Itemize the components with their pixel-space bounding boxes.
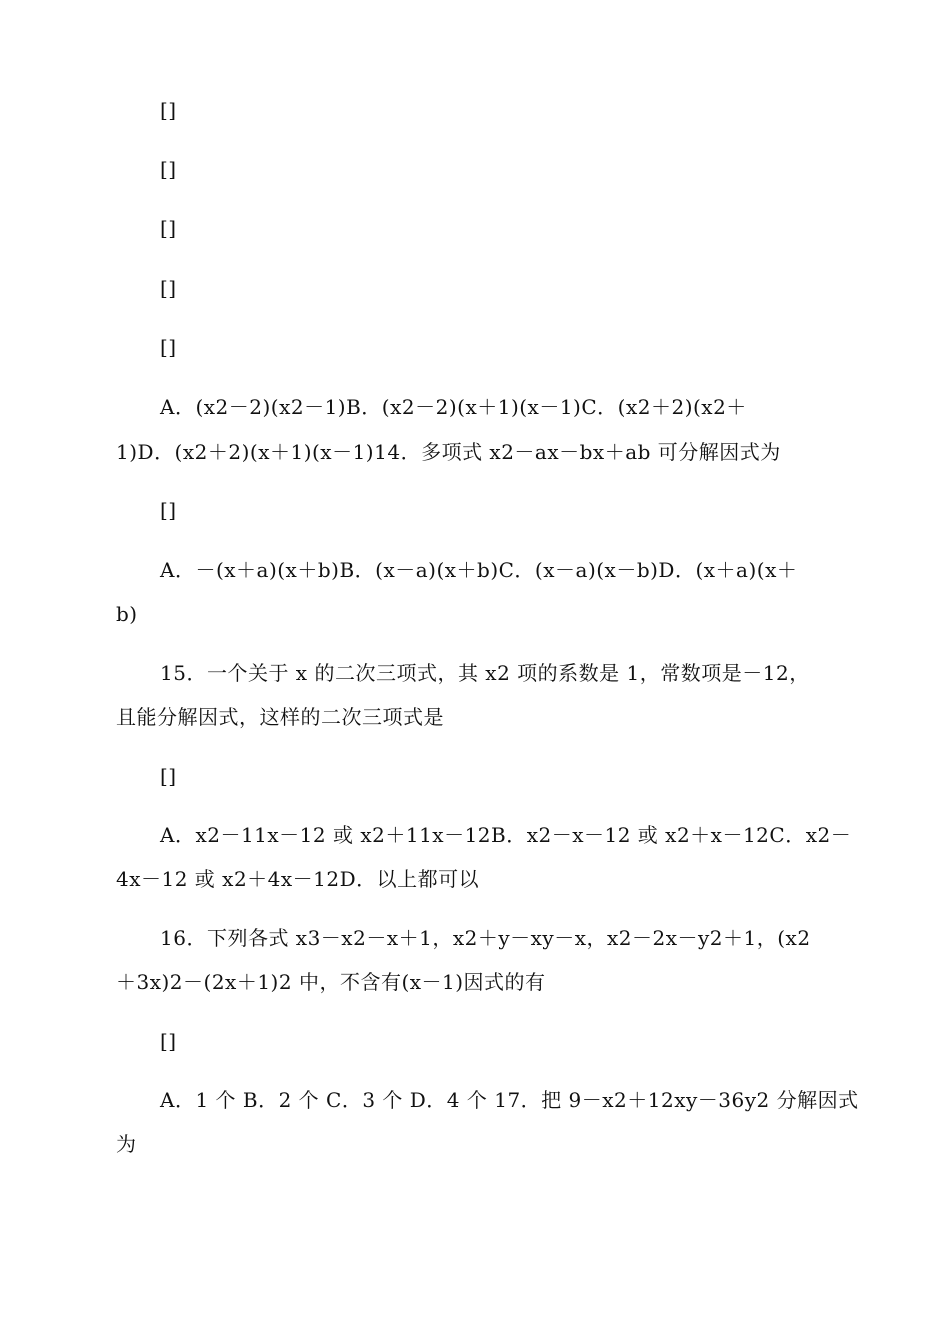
answer-bracket: [] [160, 498, 177, 522]
answer-bracket: [] [160, 157, 177, 181]
question-13-options-line-2: 1)D．(x2＋2)(x＋1)(x－1)14．多项式 x2－ax－bx＋ab 可分解因式为 [116, 440, 781, 464]
question-17-stem-line-2: 为 [116, 1132, 137, 1156]
answer-bracket: [] [160, 1029, 177, 1053]
answer-bracket: [] [160, 98, 177, 122]
question-16-options-line-1: A．1 个 B．2 个 C．3 个 D．4 个 17．把 9－x2＋12xy－36y2 分解因式 [160, 1088, 859, 1112]
answer-bracket: [] [160, 335, 177, 359]
question-15-stem-line-1: 15．一个关于 x 的二次三项式，其 x2 项的系数是 1，常数项是－12， [160, 661, 810, 685]
question-13-options-line-1: A．(x2－2)(x2－1)B．(x2－2)(x＋1)(x－1)C．(x2＋2)(x2＋ [160, 395, 747, 419]
question-15-options-line-2: 4x－12 或 x2＋4x－12D．以上都可以 [116, 867, 480, 891]
question-15-options-line-1: A．x2－11x－12 或 x2＋11x－12B．x2－x－12 或 x2＋x－12C．x2－ [160, 823, 852, 847]
answer-bracket: [] [160, 216, 177, 240]
answer-bracket: [] [160, 764, 177, 788]
question-14-options-line-2: b) [116, 602, 138, 626]
answer-bracket: [] [160, 276, 177, 300]
question-14-options-line-1: A．－(x＋a)(x＋b)B．(x－a)(x＋b)C．(x－a)(x－b)D．(x＋a)(x＋ [160, 558, 798, 582]
question-16-stem-line-1: 16．下列各式 x3－x2－x＋1，x2＋y－xy－x，x2－2x－y2＋1，(x2 [160, 926, 811, 950]
question-16-stem-line-2: ＋3x)2－(2x＋1)2 中，不含有(x－1)因式的有 [116, 970, 546, 994]
question-15-stem-line-2: 且能分解因式，这样的二次三项式是 [116, 705, 444, 729]
